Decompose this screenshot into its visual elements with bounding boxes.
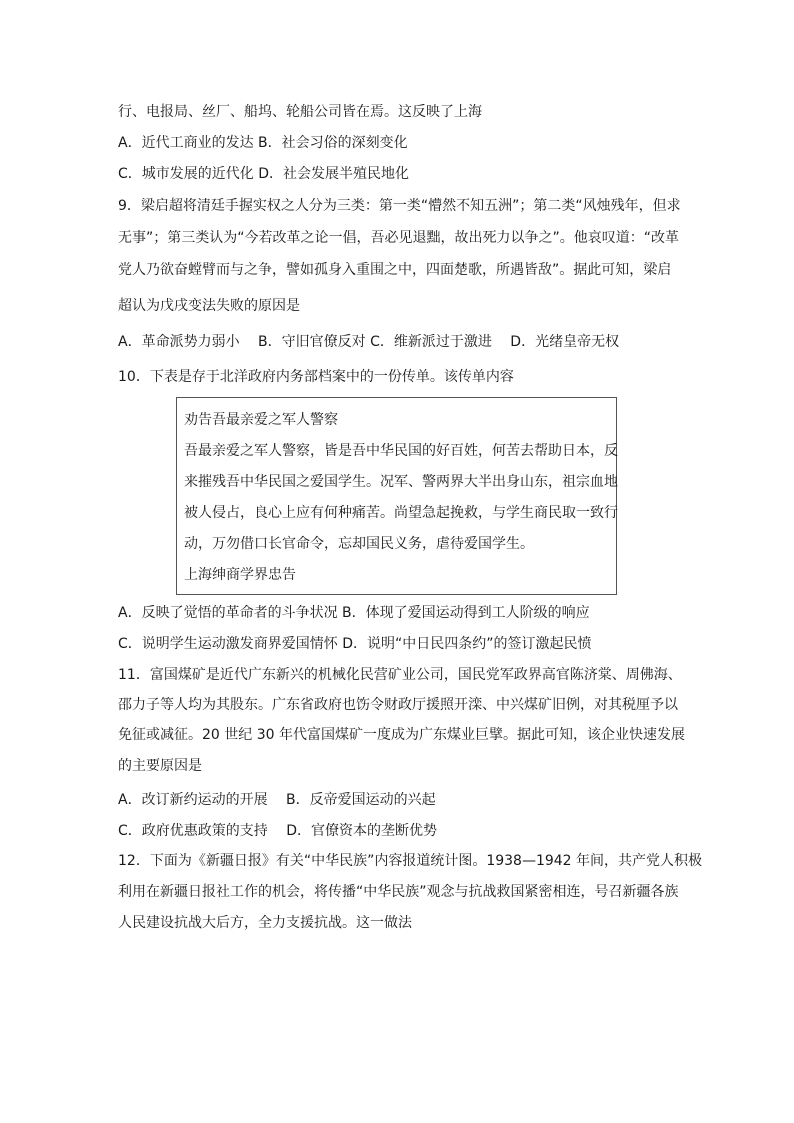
q9-stem-line-3: 党人乃欲奋螳臂而与之争，譬如孤身入重围之中，四面楚歌，所遇皆敌”。据此可知，梁启: [118, 262, 672, 278]
leaflet-signature: 上海绅商学界忠告: [184, 567, 296, 583]
q11-stem-line-2: 邵力子等人均为其股东。广东省政府也饬令财政厅援照开滦、中兴煤矿旧例，对其税厘予以: [118, 697, 678, 713]
q12-stem-line-2: 利用在新疆日报社工作的机会，将传播“中华民族”观念与抗战救国紧密相连，号召新疆各族: [118, 884, 679, 900]
leaflet-body-line-3: 被人侵占，良心上应有何种痛苦。尚望急起挽救，与学生商民取一致行: [184, 505, 618, 521]
leaflet-title: 劝告吾最亲爱之军人警察: [184, 412, 338, 428]
q11-stem-line-3: 免征或减征。20 世纪 30 年代富国煤矿一度成为广东煤业巨擘。据此可知，该企业快速发展: [118, 727, 685, 743]
leaflet-body-line-1: 吾最亲爱之军人警察，皆是吾中华民国的好百姓，何苦去帮助日本，反: [184, 443, 618, 459]
q9-stem-line-2: 无事”；第三类认为“今若改革之论一倡，吾必见退黜，故出死力以争之”。他哀叹道：“改革: [118, 230, 680, 246]
q9-stem-line-4: 超认为戊戌变法失败的原因是: [118, 298, 300, 314]
q9-stem-line-1: 9．梁启超将清廷手握实权之人分为三类：第一类“懵然不知五洲”；第二类“风烛残年，但求: [118, 198, 681, 214]
q8-options-ab: A．近代工商业的发达 B．社会习俗的深刻变化: [118, 135, 408, 151]
q8-options-cd: C．城市发展的近代化 D．社会发展半殖民地化: [118, 166, 410, 182]
q12-stem-line-3: 人民建设抗战大后方，全力支援抗战。这一做法: [118, 915, 412, 931]
q10-stem: 10．下表是存于北洋政府内务部档案中的一份传单。该传单内容: [118, 369, 514, 385]
q11-options-cd: C．政府优惠政策的支持 D．官僚资本的垄断优势: [118, 823, 438, 839]
leaflet-body-line-4: 动，万勿借口长官命令，忘却国民义务，虐待爱国学生。: [184, 536, 534, 552]
q8-stem-end: 行、电报局、丝厂、船坞、轮船公司皆在焉。这反映了上海: [118, 104, 482, 120]
q11-stem-line-4: 的主要原因是: [118, 758, 202, 774]
q10-options-ab: A．反映了觉悟的革命者的斗争状况 B．体现了爱国运动得到工人阶级的响应: [118, 605, 590, 621]
q11-stem-line-1: 11．富国煤矿是近代广东新兴的机械化民营矿业公司，国民党军政界高官陈济棠、周佛海、: [118, 667, 682, 683]
q12-stem-line-1: 12．下面为《新疆日报》有关“中华民族”内容报道统计图。1938—1942 年间，共产党人积极: [118, 853, 703, 869]
leaflet-box: [176, 397, 617, 595]
q9-options: A．革命派势力弱小 B．守旧官僚反对 C．维新派过于激进 D．光绪皇帝无权: [118, 334, 620, 350]
q10-options-cd: C．说明学生运动激发商界爱国情怀 D．说明“中日民四条约”的签订激起民愤: [118, 636, 592, 652]
q11-options-ab: A．改订新约运动的开展 B．反帝爱国运动的兴起: [118, 792, 436, 808]
leaflet-body-line-2: 来摧残吾中华民国之爱国学生。况军、警两界大半出身山东，祖宗血地: [184, 474, 618, 490]
